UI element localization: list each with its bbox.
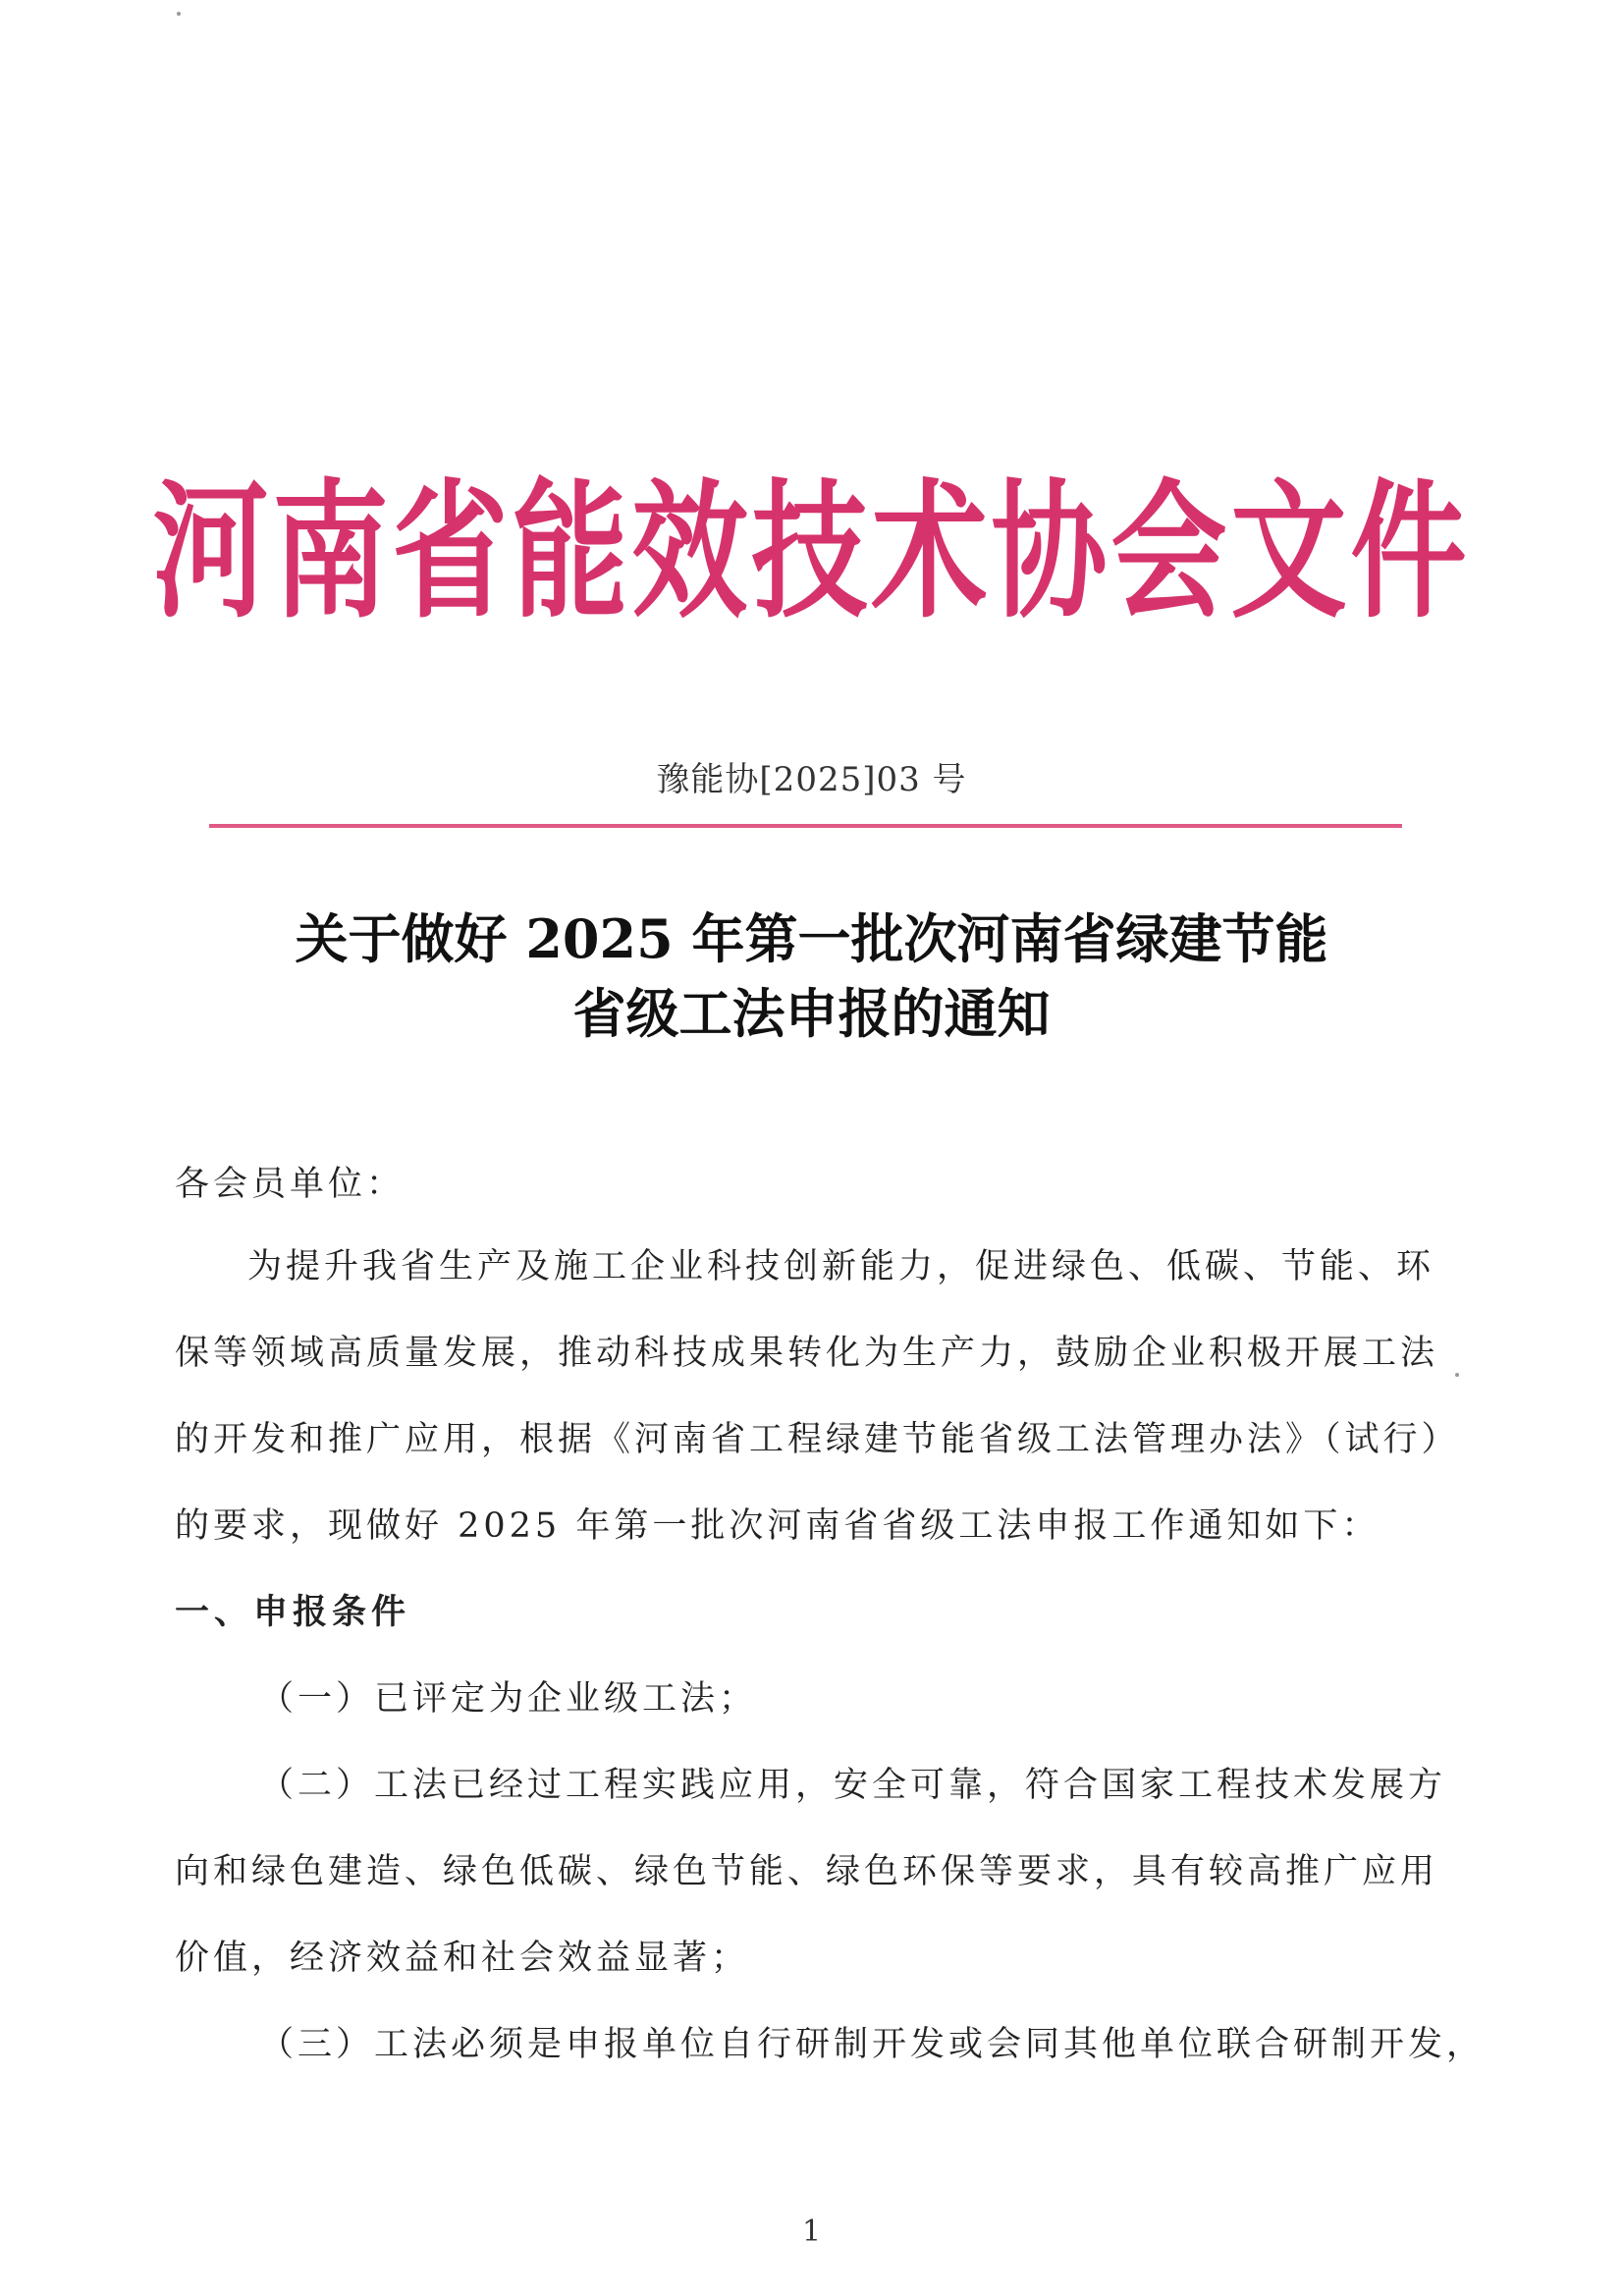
red-divider-rule: [209, 824, 1402, 828]
scan-speck: [1455, 1373, 1459, 1377]
paragraph1-line-2: 保等领域高质量发展，推动科技成果转化为生产力，鼓励企业积极开展工法: [175, 1334, 1439, 1373]
salutation: 各会员单位：: [175, 1165, 406, 1204]
section1-item2-line-2: 向和绿色建造、绿色低碳、绿色节能、绿色环保等要求，具有较高推广应用: [175, 1852, 1439, 1891]
paragraph1-line-3: 的开发和推广应用，根据《河南省工程绿建节能省级工法管理办法》（试行）: [175, 1420, 1460, 1459]
paragraph1-line-4: 的要求，现做好 2025 年第一批次河南省省级工法申报工作通知如下：: [175, 1506, 1380, 1546]
section1-heading: 一、申报条件: [175, 1592, 411, 1632]
org-header-title: 河南省能效技术协会文件: [152, 464, 1471, 638]
notice-title: [0, 902, 1623, 1051]
document-number: 豫能协[2025]03 号: [656, 760, 967, 799]
notice-title-line-1: 关于做好 2025 年第一批次河南省绿建节能: [295, 907, 1328, 970]
notice-title-line-2: 省级工法申报的通知: [572, 982, 1051, 1045]
section1-item1: （一）已评定为企业级工法；: [259, 1679, 758, 1719]
section1-item3: （三）工法必须是申报单位自行研制开发或会同其他单位联合研制开发，: [259, 2025, 1486, 2064]
section1-item2-line-1: （二）工法已经过工程实践应用，安全可靠，符合国家工程技术发展方: [259, 1766, 1447, 1805]
section1-item2-line-3: 价值，经济效益和社会效益显著；: [175, 1939, 750, 1978]
paragraph1-line-1: 为提升我省生产及施工企业科技创新能力，促进绿色、低碳、节能、环: [247, 1247, 1435, 1286]
scan-speck: [177, 12, 181, 16]
page-number: 1: [801, 2214, 822, 2249]
